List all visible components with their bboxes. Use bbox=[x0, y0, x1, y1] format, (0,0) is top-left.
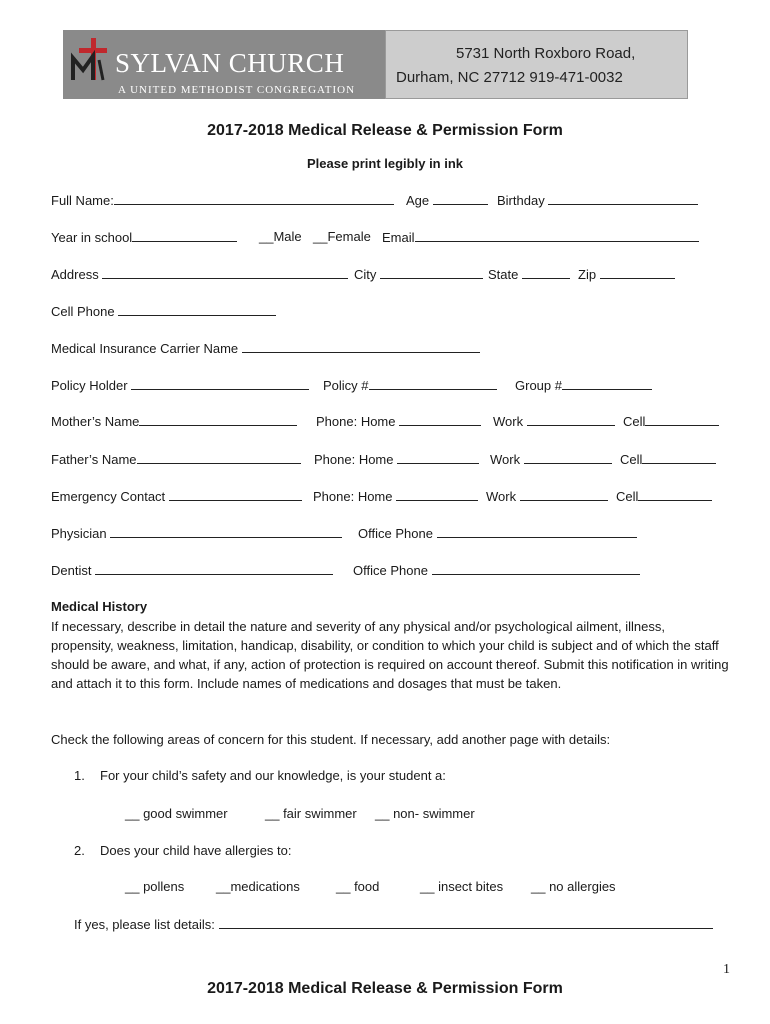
mothers-name-field[interactable] bbox=[139, 413, 297, 426]
address-label: Address bbox=[51, 267, 99, 282]
insurance-carrier-label: Medical Insurance Carrier Name bbox=[51, 341, 239, 356]
father-work-field[interactable] bbox=[524, 451, 612, 464]
father-work-label: Work bbox=[490, 452, 521, 467]
cell-phone-row bbox=[51, 303, 276, 319]
option-insect-bites[interactable]: __ insect bites bbox=[420, 879, 504, 894]
city-label: City bbox=[354, 267, 377, 282]
option-good-swimmer[interactable]: __ good swimmer bbox=[125, 806, 228, 821]
full-name-label: Full Name: bbox=[51, 193, 114, 208]
email-field[interactable] bbox=[415, 229, 699, 242]
group-number-row bbox=[515, 377, 652, 393]
question-1-text: For your child’s safety and our knowledge, is your student a: bbox=[100, 768, 446, 783]
mother-work-field[interactable] bbox=[527, 413, 615, 426]
emergency-cell-phone-row bbox=[616, 488, 712, 504]
allergy-details-label: If yes, please list details: bbox=[74, 917, 215, 932]
father-cell-label: Cell bbox=[620, 452, 643, 467]
emergency-work-phone-row bbox=[486, 488, 608, 504]
insurance-carrier-field[interactable] bbox=[242, 340, 480, 353]
father-home-phone-label: Phone: Home bbox=[314, 452, 394, 467]
emergency-contact-row bbox=[51, 488, 302, 504]
dentist-office-phone-field[interactable] bbox=[432, 562, 640, 575]
physician-office-phone-label: Office Phone bbox=[358, 526, 433, 541]
zip-field[interactable] bbox=[600, 266, 675, 279]
check-areas-intro: Check the following areas of concern for this student. If necessary, add another page with details: bbox=[51, 732, 611, 747]
question-2-text: Does your child have allergies to: bbox=[100, 843, 292, 858]
emergency-work-field[interactable] bbox=[520, 488, 608, 501]
dentist-office-phone-label: Office Phone bbox=[353, 563, 428, 578]
question-1-number: 1. bbox=[74, 768, 85, 783]
option-non-swimmer[interactable]: __ non- swimmer bbox=[375, 806, 475, 821]
year-in-school-label: Year in school bbox=[51, 230, 133, 245]
emergency-contact-label: Emergency Contact bbox=[51, 489, 166, 504]
policy-holder-label: Policy Holder bbox=[51, 378, 128, 393]
physician-label: Physician bbox=[51, 526, 107, 541]
age-row bbox=[406, 192, 488, 208]
medical-history-body: If necessary, describe in detail the nature and severity of any physical and/or psychological ailment, illness, propensity, weakness, limitation, handicap, disability, or condition to which your child is subject and of which the staff should be aware, and what, if any, action of protection is required on account thereof. Submit this notification in writing and attach it to this form. Include names of medications and dosages that must be taken. bbox=[51, 619, 729, 691]
physician-field[interactable] bbox=[110, 525, 342, 538]
option-medications[interactable]: __medications bbox=[216, 879, 300, 894]
option-pollens[interactable]: __ pollens bbox=[125, 879, 185, 894]
emergency-cell-field[interactable] bbox=[638, 488, 712, 501]
policy-number-label: Policy # bbox=[323, 378, 369, 393]
mother-work-label: Work bbox=[493, 414, 524, 429]
female-option[interactable]: __Female bbox=[313, 229, 371, 244]
group-number-label: Group # bbox=[515, 378, 562, 393]
question-2-number: 2. bbox=[74, 843, 85, 858]
policy-holder-row bbox=[51, 377, 309, 393]
state-field[interactable] bbox=[522, 266, 570, 279]
address-line-1: 5731 North Roxboro Road, bbox=[456, 45, 636, 62]
group-number-field[interactable] bbox=[562, 377, 652, 390]
mother-cell-label: Cell bbox=[623, 414, 646, 429]
mother-home-phone-field[interactable] bbox=[399, 413, 481, 426]
emergency-home-phone-label: Phone: Home bbox=[313, 489, 393, 504]
policy-number-row bbox=[323, 377, 497, 393]
policy-number-field[interactable] bbox=[369, 377, 497, 390]
option-fair-swimmer[interactable]: __ fair swimmer bbox=[265, 806, 357, 821]
policy-holder-field[interactable] bbox=[131, 377, 309, 390]
page-subtitle: Please print legibly in ink bbox=[306, 156, 464, 171]
cell-phone-field[interactable] bbox=[118, 303, 276, 316]
page-number: 1 bbox=[723, 962, 730, 977]
full-name-row bbox=[51, 192, 394, 208]
fathers-name-label: Father’s Name bbox=[51, 452, 137, 467]
address-row bbox=[51, 266, 348, 282]
mothers-name-row bbox=[51, 413, 297, 429]
email-row bbox=[382, 229, 699, 245]
mother-home-phone-row bbox=[316, 413, 481, 429]
physician-office-phone-row bbox=[358, 525, 637, 541]
church-cross-logo-icon bbox=[69, 36, 117, 82]
church-tagline: A UNITED METHODIST CONGREGATION bbox=[118, 84, 356, 96]
city-field[interactable] bbox=[380, 266, 483, 279]
address-line-2: Durham, NC 27712 919-471-0032 bbox=[396, 69, 623, 86]
dentist-label: Dentist bbox=[51, 563, 92, 578]
full-name-field[interactable] bbox=[114, 192, 394, 205]
mother-home-phone-label: Phone: Home bbox=[316, 414, 396, 429]
emergency-cell-label: Cell bbox=[616, 489, 639, 504]
dentist-office-phone-row bbox=[353, 562, 640, 578]
emergency-work-label: Work bbox=[486, 489, 517, 504]
zip-label: Zip bbox=[578, 267, 597, 282]
age-label: Age bbox=[406, 193, 430, 208]
dentist-field[interactable] bbox=[95, 562, 333, 575]
state-label: State bbox=[488, 267, 519, 282]
emergency-home-phone-row bbox=[313, 488, 478, 504]
city-row bbox=[354, 266, 483, 282]
physician-row bbox=[51, 525, 342, 541]
medical-history-heading: Medical History bbox=[51, 599, 148, 614]
mothers-name-label: Mother’s Name bbox=[51, 414, 140, 429]
header-banner bbox=[63, 30, 688, 99]
birthday-row bbox=[497, 192, 698, 208]
page-title: 2017-2018 Medical Release & Permission Form bbox=[207, 122, 563, 139]
mother-work-phone-row bbox=[493, 413, 615, 429]
option-food[interactable]: __ food bbox=[336, 879, 380, 894]
father-work-phone-row bbox=[490, 451, 612, 467]
father-home-phone-row bbox=[314, 451, 479, 467]
year-in-school-field[interactable] bbox=[132, 229, 237, 242]
email-label: Email bbox=[382, 230, 415, 245]
fathers-name-row bbox=[51, 451, 301, 467]
fathers-name-field[interactable] bbox=[137, 451, 301, 464]
dentist-row bbox=[51, 562, 333, 578]
church-name: SYLVAN CHURCH bbox=[115, 48, 345, 78]
footer-title: 2017-2018 Medical Release & Permission Form bbox=[207, 980, 563, 997]
father-home-phone-field[interactable] bbox=[397, 451, 479, 464]
zip-row bbox=[578, 266, 675, 282]
allergy-details-field[interactable] bbox=[219, 916, 713, 929]
birthday-label: Birthday bbox=[497, 193, 545, 208]
cell-phone-label: Cell Phone bbox=[51, 304, 115, 319]
male-option[interactable]: __Male bbox=[259, 229, 302, 244]
mother-cell-phone-row bbox=[623, 413, 719, 429]
father-cell-field[interactable] bbox=[642, 451, 716, 464]
physician-office-phone-field[interactable] bbox=[437, 525, 637, 538]
insurance-row bbox=[51, 340, 480, 356]
year-in-school-row bbox=[51, 229, 237, 245]
church-logo-block bbox=[63, 30, 385, 99]
church-address-block bbox=[385, 30, 688, 99]
emergency-contact-field[interactable] bbox=[169, 488, 302, 501]
address-field[interactable] bbox=[102, 266, 348, 279]
state-row bbox=[488, 266, 570, 282]
mother-cell-field[interactable] bbox=[645, 413, 719, 426]
birthday-field[interactable] bbox=[548, 192, 698, 205]
father-cell-phone-row bbox=[620, 451, 716, 467]
option-no-allergies[interactable]: __ no allergies bbox=[531, 879, 616, 894]
allergy-details-row bbox=[74, 916, 713, 932]
age-field[interactable] bbox=[433, 192, 488, 205]
emergency-home-phone-field[interactable] bbox=[396, 488, 478, 501]
